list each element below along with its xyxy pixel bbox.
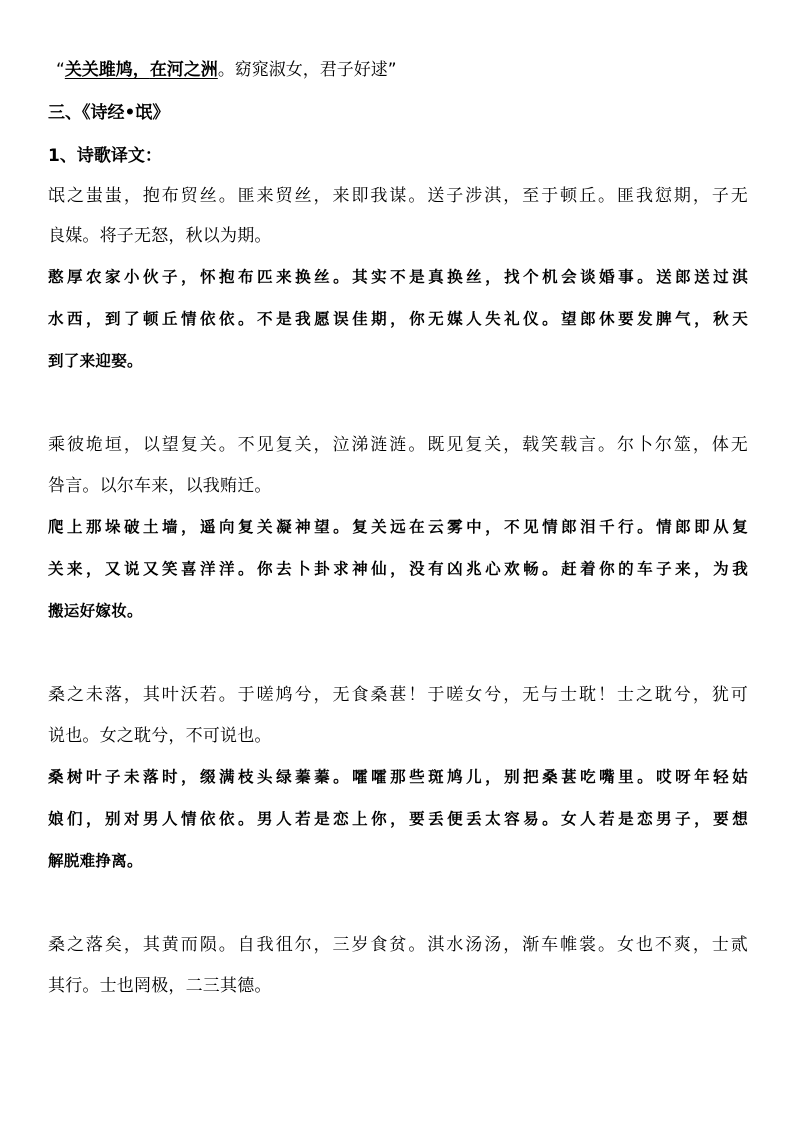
stanza-2-translation-line-3: 搬运好嫁妆。 (48, 601, 143, 620)
stanza-1-translation-line-1: 憨厚农家小伙子，怀抱布匹来换丝。其实不是真换丝，找个机会谈婚事。送郎送过淇 (48, 267, 748, 286)
stanza-4-original-line-2: 其行。士也罔极，二三其德。 (48, 976, 272, 996)
stanza-3-original-line-1: 桑之未落，其叶沃若。于嗟鸠兮，无食桑葚！于嗟女兮，无与士耽！士之耽兮，犹可 (48, 685, 748, 705)
stanza-1-original-line-2: 良媒。将子无怒，秋以为期。 (48, 226, 272, 246)
stanza-2-translation-line-2: 关来，又说又笑喜洋洋。你去卜卦求神仙，没有凶兆心欢畅。赶着你的车子来，为我 (48, 559, 748, 578)
stanza-2-original-line-1: 乘彼垝垣，以望复关。不见复关，泣涕涟涟。既见复关，载笑载言。尔卜尔筮，体无 (48, 435, 748, 455)
stanza-2-translation-line-1: 爬上那垛破土墙，遥向复关凝神望。复关远在云雾中，不见情郎泪千行。情郎即从复 (48, 517, 748, 536)
stanza-1-translation-line-3: 到了来迎娶。 (48, 351, 143, 370)
stanza-3-translation-line-1: 桑树叶子未落时，缀满枝头绿蓁蓁。嚯嚯那些斑鸠儿，别把桑葚吃嘴里。哎呀年轻姑 (48, 767, 748, 786)
sub-heading: 1、诗歌译文： (48, 146, 162, 166)
stanza-3-translation-line-2: 娘们，别对男人情依依。男人若是恋上你，要丢便丢太容易。女人若是恋男子，要想 (48, 809, 748, 828)
stanza-1-original-line-1: 氓之蚩蚩，抱布贸丝。匪来贸丝，来即我谋。送子涉淇，至于顿丘。匪我愆期，子无 (48, 186, 748, 206)
quote-rest: 。窈窕淑女，君子好逑” (217, 60, 397, 80)
quote-open-mark: “ (56, 60, 65, 80)
stanza-3-translation-line-3: 解脱难挣离。 (48, 851, 143, 870)
stanza-1-translation-line-2: 水西，到了顿丘情依依。不是我愿误佳期，你无媒人失礼仪。望郎休要发脾气，秋天 (48, 309, 748, 328)
quote-line (56, 58, 756, 82)
quote-bold-part2: 在河之洲 (149, 60, 218, 80)
stanza-2-original-line-2: 咎言。以尔车来，以我贿迁。 (48, 476, 272, 496)
section-heading: 三、《诗经•氓》 (48, 103, 170, 123)
stanza-3-original-line-2: 说也。女之耽兮，不可说也。 (48, 726, 272, 746)
quote-bold-part1: 关关雎鸠， (64, 60, 150, 80)
stanza-4-original-line-1: 桑之落矣，其黄而陨。自我徂尔，三岁食贫。淇水汤汤，渐车帷裳。女也不爽，士贰 (48, 935, 748, 955)
